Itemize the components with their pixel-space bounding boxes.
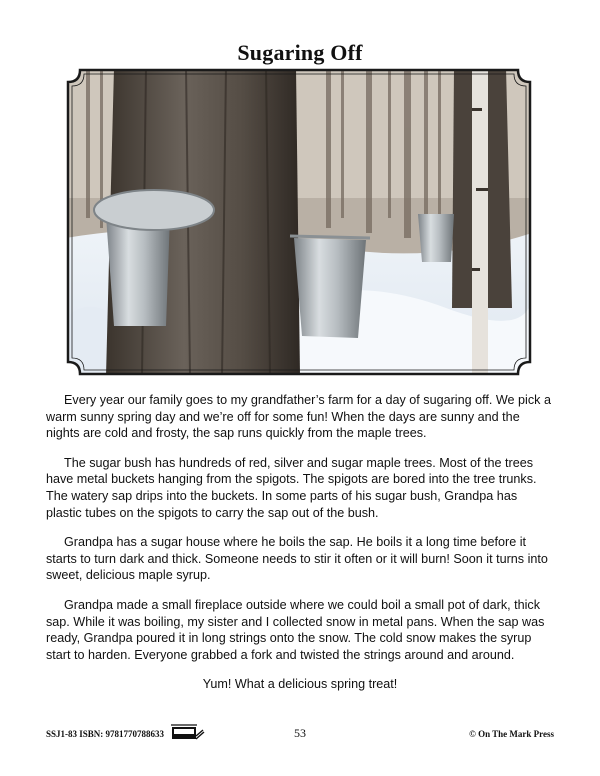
closing-line: Yum! What a delicious spring treat! (202, 677, 398, 692)
product-code: SSJ1-83 ISBN: 9781770788633 (46, 729, 165, 739)
paragraph: Every year our family goes to my grandfather’s farm for a day of sugaring off. We pick a warm sunny spring day and we’re off for some fun! When the days are sunny and the nights are cold and frosty, the sap runs quickly from the maple trees. (46, 393, 551, 441)
copyright-text: © On The Mark Press (469, 729, 554, 739)
paragraph: The sugar bush has hundreds of red, silver and sugar maple trees. Most of the trees have metal buckets hanging from the spigots. The spigots are bored into the tree trunks. The watery sap drips into the buckets. In some parts of his sugar bush, Grandpa has plastic tubes on the spigots to carry the sap out of the bush. (46, 455, 537, 520)
story-text (46, 392, 554, 706)
paragraph: Grandpa made a small fireplace outside where we could boil a small pot of dark, thick sap. While it was boiling, my sister and I collected snow in metal pans. When the sap was ready, Grandpa poured it in long strings onto the snow. The cold snow makes the syrup start to harden. Everyone grabbed a fork and twisted the strings around and around. (46, 597, 545, 662)
maple-sap-buckets-photo (66, 68, 532, 376)
page-number: 53 (294, 726, 306, 740)
page-footer (46, 726, 554, 746)
page-title: Sugaring Off (237, 40, 363, 65)
paragraph: Grandpa has a sugar house where he boils the sap. He boils it a long time before it starts to turn dark and thick. Someone needs to stir it often or it will burn! Soon it turns into sweet, delicious maple syrup. (46, 535, 548, 583)
